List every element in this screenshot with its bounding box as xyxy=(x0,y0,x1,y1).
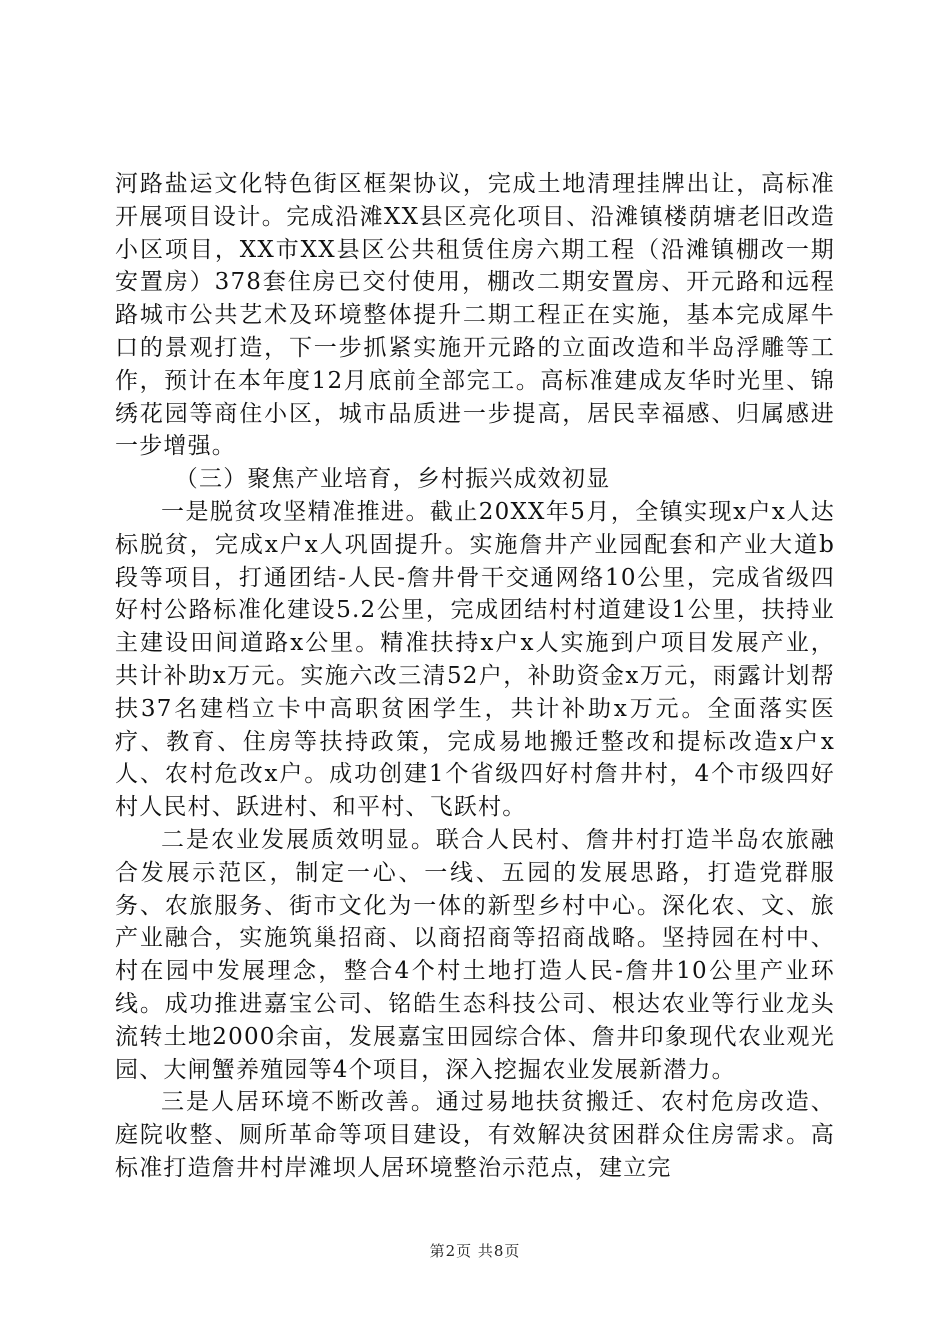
section-heading: （三）聚焦产业培育，乡村振兴成效初显 xyxy=(174,466,611,493)
page-footer: 第2页 共8页 xyxy=(429,1242,521,1260)
paragraph-living-environment: 三是人居环境不断改善。通过易地扶贫搬迁、农村危房改造、庭院收整、厕所革命等项目建设，有效解决贫困群众住房需求。高标准打造詹井村岸滩坝人居环境整治示范点，建立完 xyxy=(115,1089,835,1181)
document-body xyxy=(115,168,835,1185)
paragraph-poverty-alleviation: 一是脱贫攻坚精准推进。截止20XX年5月，全镇实现x户x人达标脱贫，完成x户x人巩固提升。实施詹井产业园配套和产业大道b段等项目，打通团结-人民-詹井骨干交通网络10公里，完成省级四好村公路标准化建设5.2公里，完成团结村村道建设1公里，扶持业主建设田间道路x公里。精准扶持x户x人实施到户项目发展产业，共计补助x万元。实施六改三清52户，补助资金x万元，雨露计划帮扶37名建档立卡中高职贫困学生，共计补助x万元。全面落实医疗、教育、住房等扶持政策，完成易地搬迁整改和提标改造x户x人、农村危改x户。成功创建1个省级四好村詹井村，4个市级四好村人民村、跃进村、和平村、飞跃村。 xyxy=(115,498,835,821)
paragraph-agriculture-development: 二是农业发展质效明显。联合人民村、詹井村打造半岛农旅融合发展示范区，制定一心、一线、五园的发展思路，打造党群服务、农旅服务、街市文化为一体的新型乡村中心。深化农、文、旅产业融合，实施筑巢招商、以商招商等招商战略。坚持园在村中、村在园中发展理念，整合4个村土地打造人民-詹井10公里产业环线。成功推进嘉宝公司、铭皓生态科技公司、根达农业等行业龙头流转土地2000余亩，发展嘉宝田园综合体、詹井印象现代农业观光园、大闸蟹养殖园等4个项目，深入挖掘农业发展新潜力。 xyxy=(115,826,835,1083)
paragraph-continuation: 河路盐运文化特色街区框架协议，完成土地清理挂牌出让，高标准开展项目设计。完成沿滩XX县区亮化项目、沿滩镇楼荫塘老旧改造小区项目，XX市XX县区公共租赁住房六期工程（沿滩镇棚改一期安置房）378套住房已交付使用，棚改二期安置房、开元路和远程路城市公共艺术及环境整体提升二期工程正在实施，基本完成犀牛口的景观打造，下一步抓紧实施开元路的立面改造和半岛浮雕等工作，预计在本年度12月底前全部完工。高标准建成友华时光里、锦绣花园等商住小区，城市品质进一步提高，居民幸福感、归属感进一步增强。 xyxy=(115,171,835,460)
